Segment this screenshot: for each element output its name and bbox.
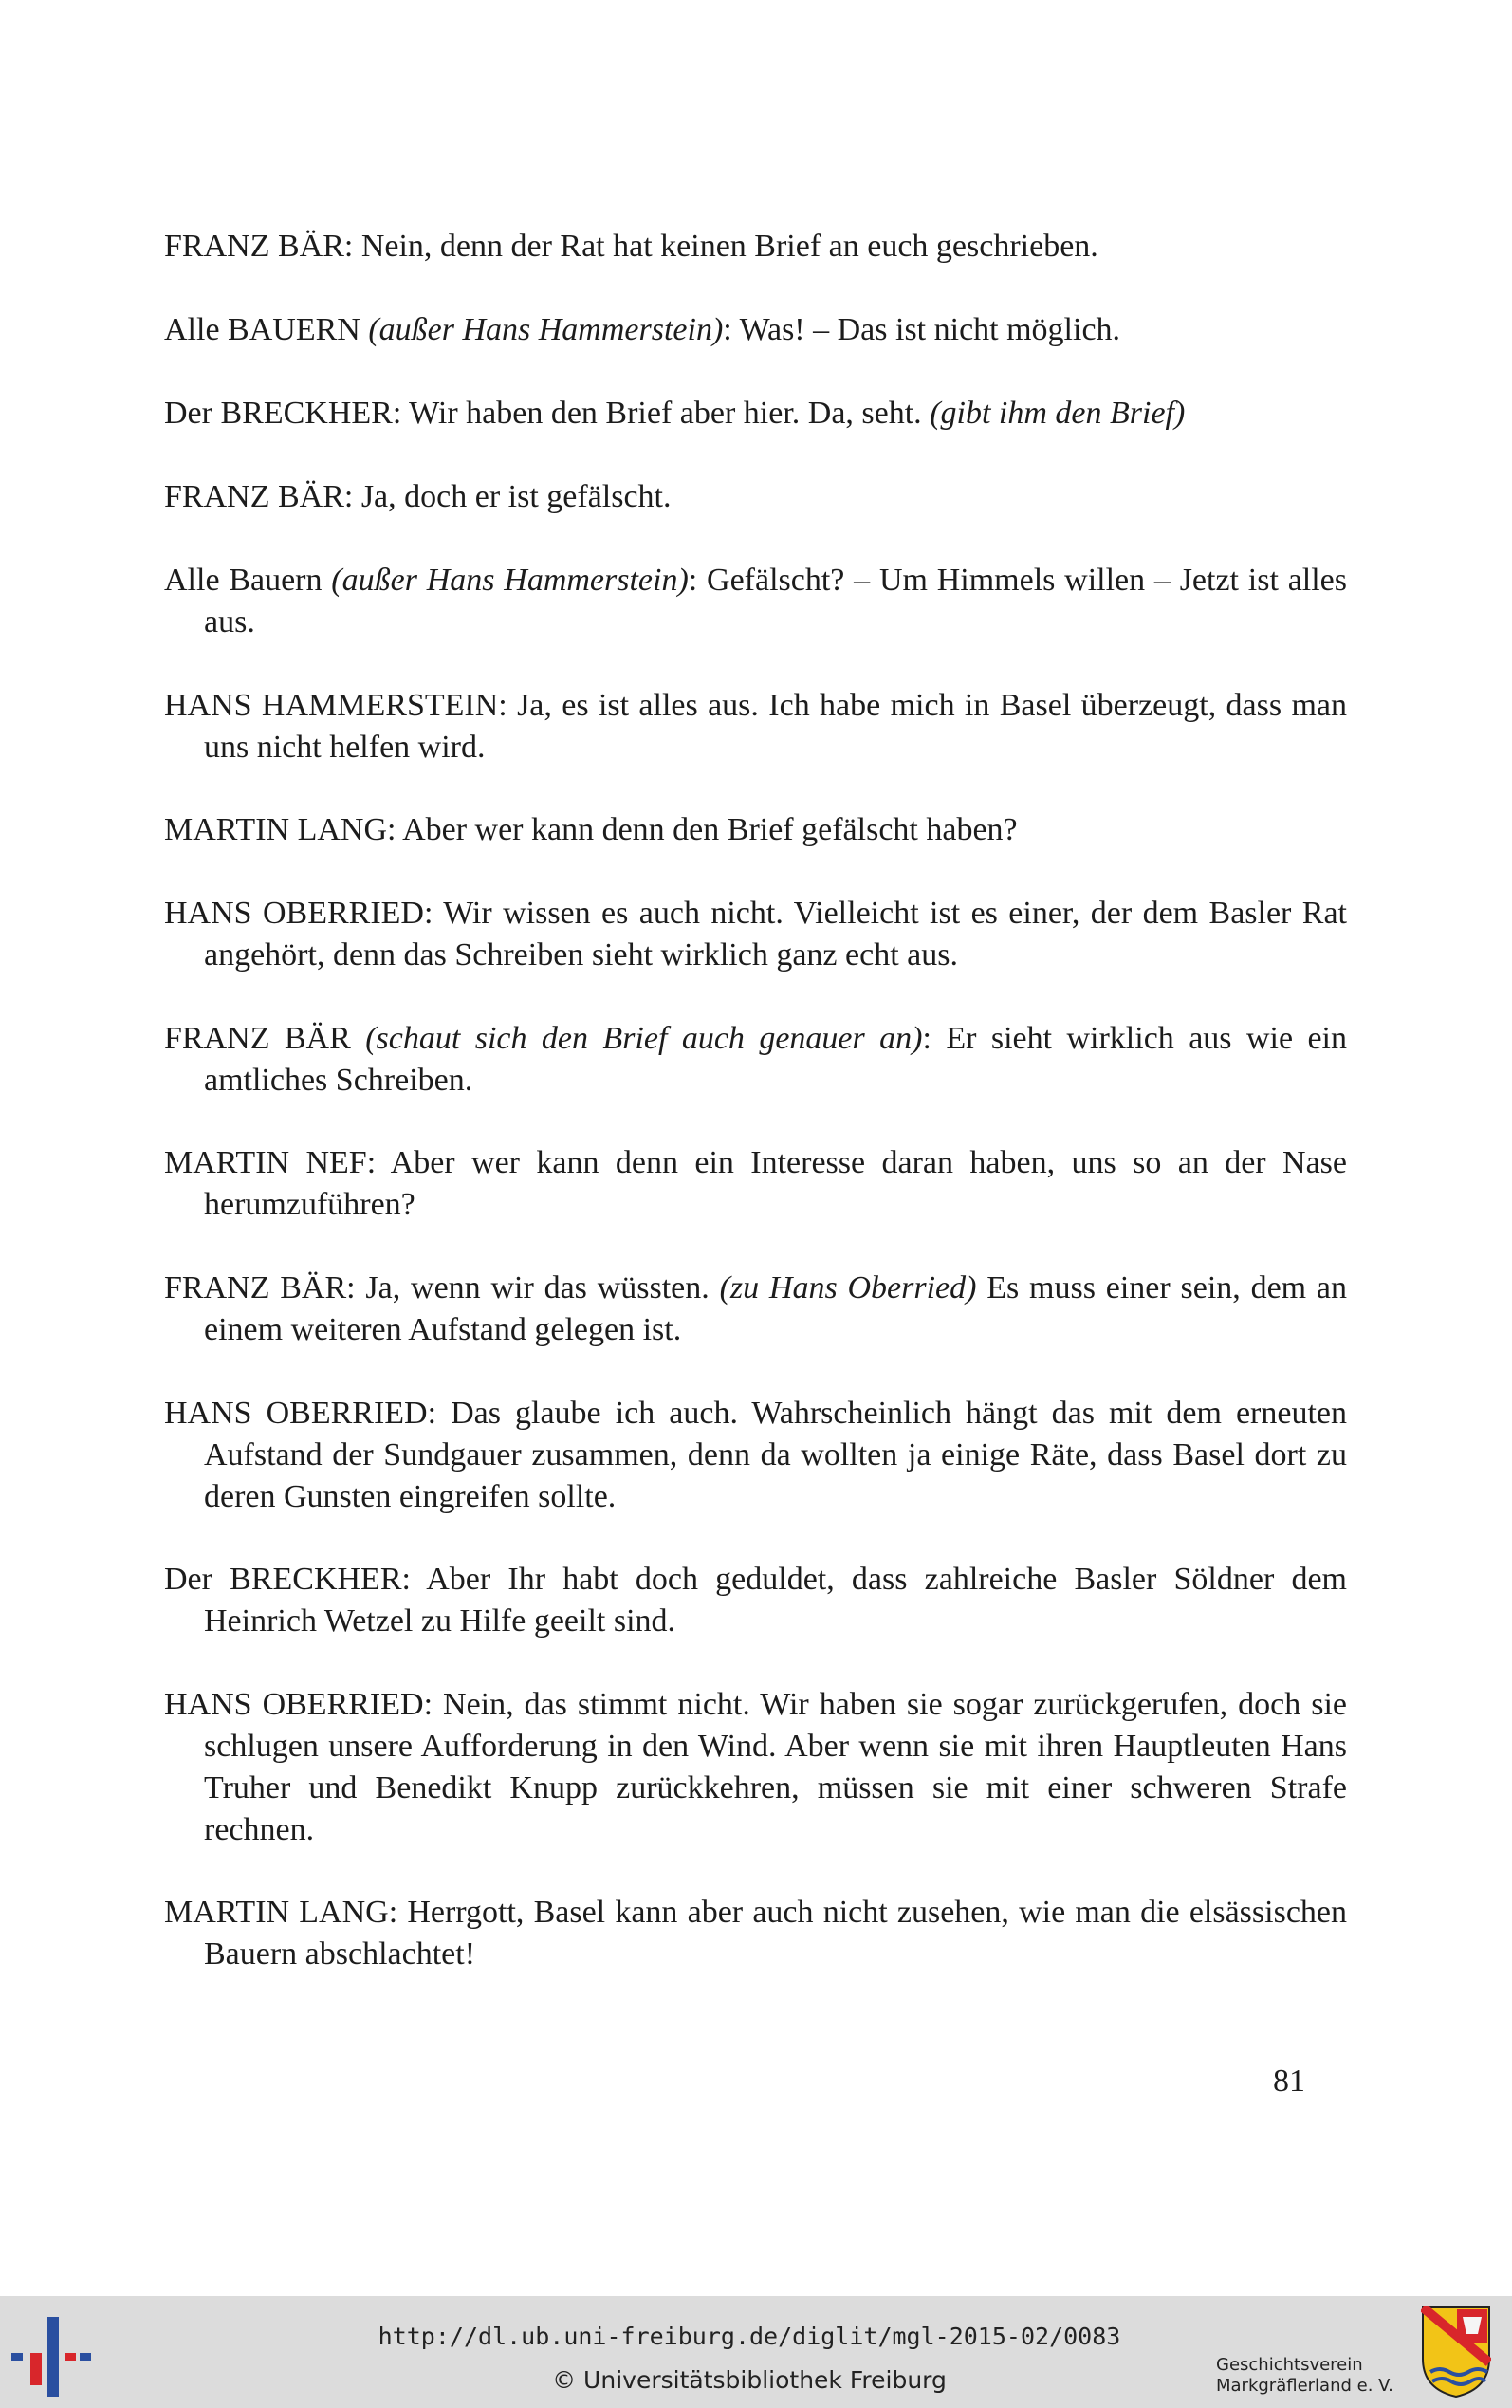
dialogue-line: HANS OBERRIED: Nein, das stimmt nicht. Wir haben sie sogar zurückgerufen, doch sie schlugen unsere Aufforderung in den Wind. Aber wenn sie mit ihren Hauptleuten Hans Truher und Benedikt Knupp zurückkehren, müssen sie mit einer schweren Strafe rechnen. xyxy=(164,1687,1347,1847)
dialogue-line: FRANZ BÄR: Nein, denn der Rat hat keinen Brief an euch geschrieben. xyxy=(164,229,1098,264)
dialogue-line: HANS OBERRIED: Das glaube ich auch. Wahrscheinlich hängt das mit dem erneuten Aufstand der Sundgauer zusammen, denn da wollten ja einige Räte, dass Basel dort zu deren Gunsten eingreifen sollte. xyxy=(164,1396,1347,1514)
dialogue-line: Der BRECKHER: Aber Ihr habt doch geduldet, dass zahlreiche Basler Söldner dem Heinrich Wetzel zu Hilfe geeilt sind. xyxy=(164,1562,1347,1639)
dialogue-line: FRANZ BÄR: Ja, wenn wir das wüssten. (zu Hans Oberried) Es muss einer sein, dem an einem weiteren Aufstand gelegen ist. xyxy=(164,1270,1347,1347)
dialogue-line: HANS HAMMERSTEIN: Ja, es ist alles aus. Ich habe mich in Basel überzeugt, dass man uns nicht helfen wird. xyxy=(164,688,1347,765)
dialogue-line: Der BRECKHER: Wir haben den Brief aber hier. Da, seht. (gibt ihm den Brief) xyxy=(164,396,1186,431)
society-name xyxy=(1216,2355,1406,2397)
logo-bar-center xyxy=(47,2317,59,2397)
society-line-2: Markgräflerland e. V. xyxy=(1216,2376,1393,2396)
permalink-link[interactable]: http://dl.ub.uni-freiburg.de/diglit/mgl-2015-02/0083 xyxy=(378,2323,1121,2350)
dialogue-line: Alle BAUERN (außer Hans Hammerstein): Was! – Das ist nicht möglich. xyxy=(164,312,1121,347)
crest-icon xyxy=(1421,2306,1491,2399)
dialogue-line: FRANZ BÄR: Ja, doch er ist gefälscht. xyxy=(164,479,672,514)
logo-bar-right-red xyxy=(65,2353,76,2361)
logo-bar-left xyxy=(11,2353,23,2361)
dialogue-line: HANS OBERRIED: Wir wissen es auch nicht. Vielleicht ist es einer, der dem Basler Rat angehört, denn das Schreiben sieht wirklich ganz echt aus. xyxy=(164,896,1347,972)
dialogue-line: MARTIN LANG: Aber wer kann denn den Brief gefälscht haben? xyxy=(164,812,1018,847)
page-number: 81 xyxy=(1273,2064,1305,2099)
dialogue-line: MARTIN NEF: Aber wer kann denn ein Interesse daran haben, uns so an der Nase herumzuführen? xyxy=(164,1145,1347,1222)
footer-bar xyxy=(0,2296,1512,2408)
society-line-1: Geschichtsverein xyxy=(1216,2355,1363,2375)
logo-bar-right xyxy=(80,2353,91,2361)
logo-bar-red xyxy=(30,2353,42,2385)
library-logo-icon xyxy=(9,2313,95,2399)
dialogue-line: Alle Bauern (außer Hans Hammerstein): Gefälscht? – Um Himmels willen – Jetzt ist alles aus. xyxy=(164,563,1347,639)
dialogue-line: MARTIN LANG: Herrgott, Basel kann aber auch nicht zusehen, wie man die elsässischen Bauern abschlachtet! xyxy=(164,1895,1347,1972)
copyright-text: © Universitätsbibliothek Freiburg xyxy=(552,2366,947,2394)
dialogue-line: FRANZ BÄR (schaut sich den Brief auch genauer an): Er sieht wirklich aus wie ein amtliches Schreiben. xyxy=(164,1021,1347,1098)
